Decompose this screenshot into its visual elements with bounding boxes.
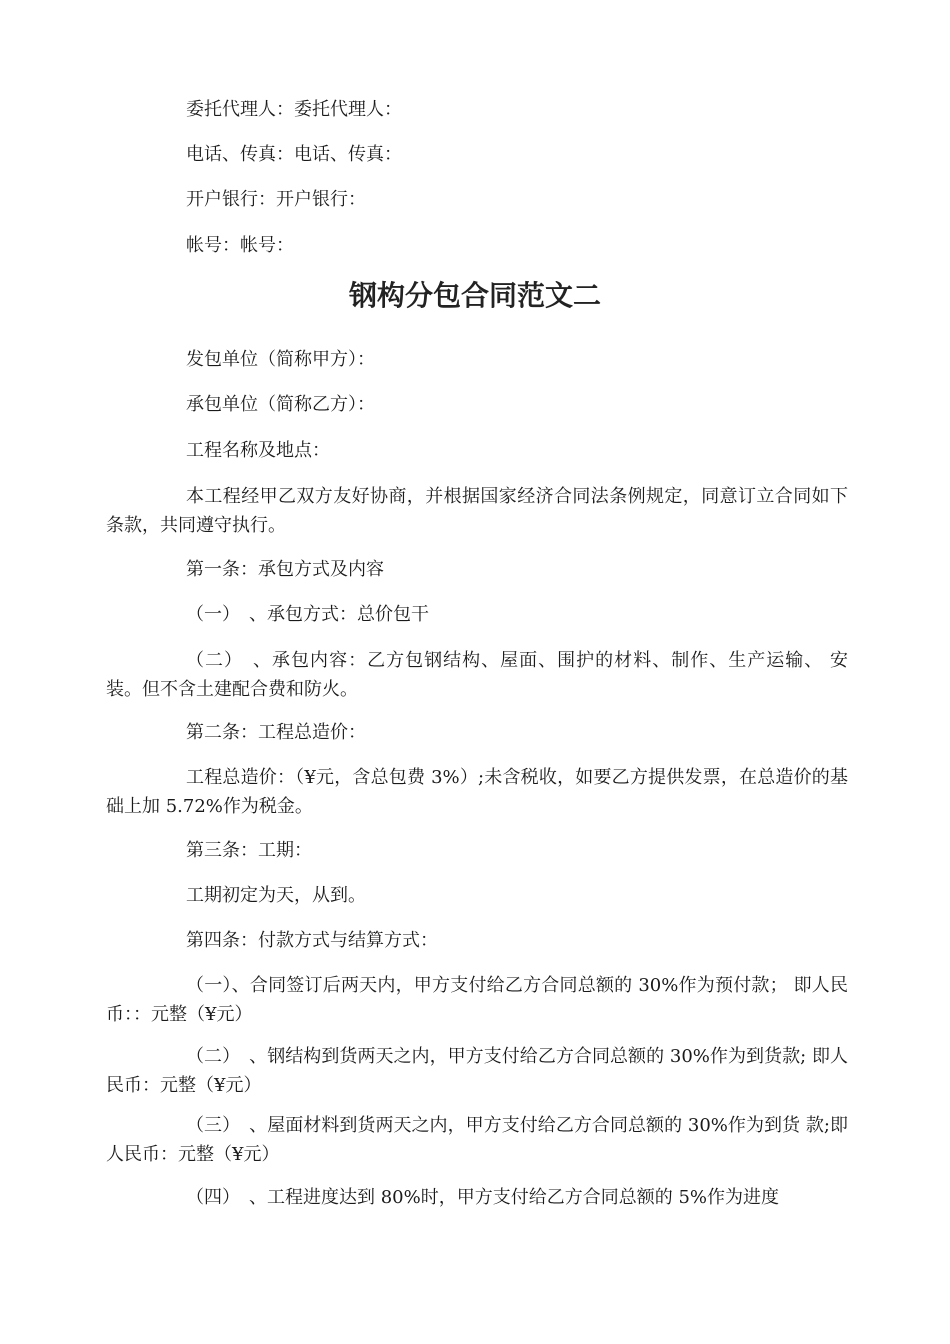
document-title: 钢构分包合同范文二 xyxy=(348,279,601,312)
article-1-item-1: （一） 、承包方式：总价包干 xyxy=(186,604,429,625)
article-4-heading: 第四条：付款方式与结算方式： xyxy=(186,930,438,951)
party-b-line: 承包单位（简称乙方）： xyxy=(186,394,375,415)
phone-fax-line: 电话、传真：电话、传真： xyxy=(186,144,402,165)
article-3-body: 工期初定为天，从到。 xyxy=(186,885,366,906)
agent-line: 委托代理人：委托代理人： xyxy=(186,99,402,120)
article-3-heading: 第三条：工期： xyxy=(186,840,312,861)
article-4-item-3: （三） 、屋面材料到货两天之内，甲方支付给乙方合同总额的 30%作为到货 款;即人民币：元整（¥元） xyxy=(106,1115,848,1165)
project-line: 工程名称及地点： xyxy=(186,440,330,461)
article-4-item-2: （二） 、钢结构到货两天之内，甲方支付给乙方合同总额的 30%作为到货款; 即人民币：元整（¥元） xyxy=(106,1046,848,1096)
bank-line: 开户银行：开户银行： xyxy=(186,189,366,210)
article-1-heading: 第一条：承包方式及内容 xyxy=(186,559,384,580)
article-2-heading: 第二条：工程总造价： xyxy=(186,722,366,743)
article-2-body: 工程总造价：（¥元，含总包费 3%）;未含税收，如要乙方提供发票，在总造价的基础上加 5.72%作为税金。 xyxy=(106,767,848,817)
account-line: 帐号：帐号： xyxy=(186,235,294,256)
party-a-line: 发包单位（简称甲方）： xyxy=(186,349,375,370)
article-4-item-1: （一）、合同签订后两天内，甲方支付给乙方合同总额的 30%作为预付款； 即人民币：：元整（¥元） xyxy=(106,975,848,1025)
article-4-item-4: （四） 、工程进度达到 80%时，甲方支付给乙方合同总额的 5%作为进度 xyxy=(186,1187,780,1208)
article-1-item-2: （二） 、承包内容：乙方包钢结构、屋面、围护的材料、制作、生产运输、 安装。但不含土建配合费和防火。 xyxy=(106,650,848,700)
intro-paragraph: 本工程经甲乙双方友好协商，并根据国家经济合同法条例规定，同意订立合同如下条款，共同遵守执行。 xyxy=(106,486,848,536)
